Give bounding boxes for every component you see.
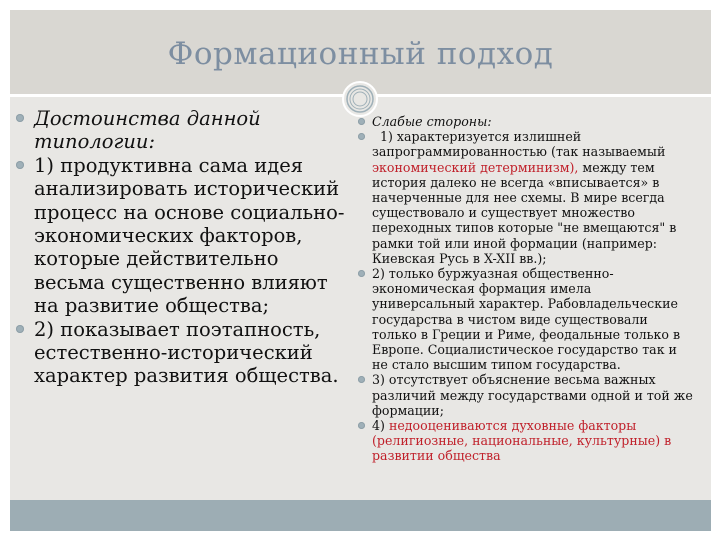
- list-item: [358, 129, 696, 266]
- weaknesses-column: [358, 114, 696, 464]
- slide: [10, 10, 711, 531]
- list-item: [14, 154, 354, 318]
- bullet-icon: [16, 325, 24, 333]
- weakness-4-before: 4): [372, 418, 389, 434]
- bullet-icon: [358, 422, 365, 429]
- advantage-2: 2) показывает поэтапность, естественно-исторический характер развития общества.: [34, 317, 339, 388]
- list-item: [358, 266, 696, 372]
- weakness-2: 2) только буржуазная общественно-экономическая формация имела универсальный характер. Рабовладельческие государства в чистом виде существовали только в Греции и Риме, феодальные только в Европе. Социалистическое государство так и не стало высшим типом государства.: [372, 266, 681, 373]
- advantages-heading: Достоинства данной типологии:: [34, 107, 261, 154]
- weakness-4-after: в развитии общества: [372, 433, 672, 464]
- list-item: [358, 114, 696, 129]
- advantages-column: [14, 107, 354, 388]
- list-item: [14, 318, 354, 388]
- bullet-icon: [358, 133, 365, 140]
- list-item: [358, 372, 696, 418]
- advantage-1: 1) продуктивна сама идея анализировать исторический процесс на основе социально-экономических факторов, которые действительно весьма существенно влияют на развитие общества;: [34, 153, 345, 318]
- bullet-icon: [358, 376, 365, 383]
- footer-bar: [10, 500, 711, 531]
- list-item: [358, 418, 696, 464]
- bullet-icon: [16, 114, 24, 122]
- bullet-icon: [358, 270, 365, 277]
- weakness-1-highlight: экономический детерминизм),: [372, 159, 579, 175]
- weakness-3: 3) отсутствует объяснение весьма важных различий между государствами одной и той же формации;: [372, 372, 693, 418]
- weakness-4-highlight: недооцениваются духовные факторы (религиозные, национальные, культурные): [372, 418, 661, 449]
- weakness-1-before: 1) характеризуется излишней запрограммированностью (так называемый: [372, 129, 666, 160]
- weaknesses-heading: Слабые стороны:: [372, 114, 492, 129]
- bullet-icon: [358, 118, 365, 125]
- list-item: [14, 107, 354, 154]
- slide-title: Формационный подход: [167, 36, 554, 72]
- weakness-1-after: между тем история далеко не всегда «вписывается» в начерченные для нее схемы. В мире всегда существовало и существует множество переходных типов которые "не вмещаются" в рамки той или иной формации (например: Киевская Русь в X-XII вв.);: [372, 159, 677, 266]
- bullet-icon: [16, 161, 24, 169]
